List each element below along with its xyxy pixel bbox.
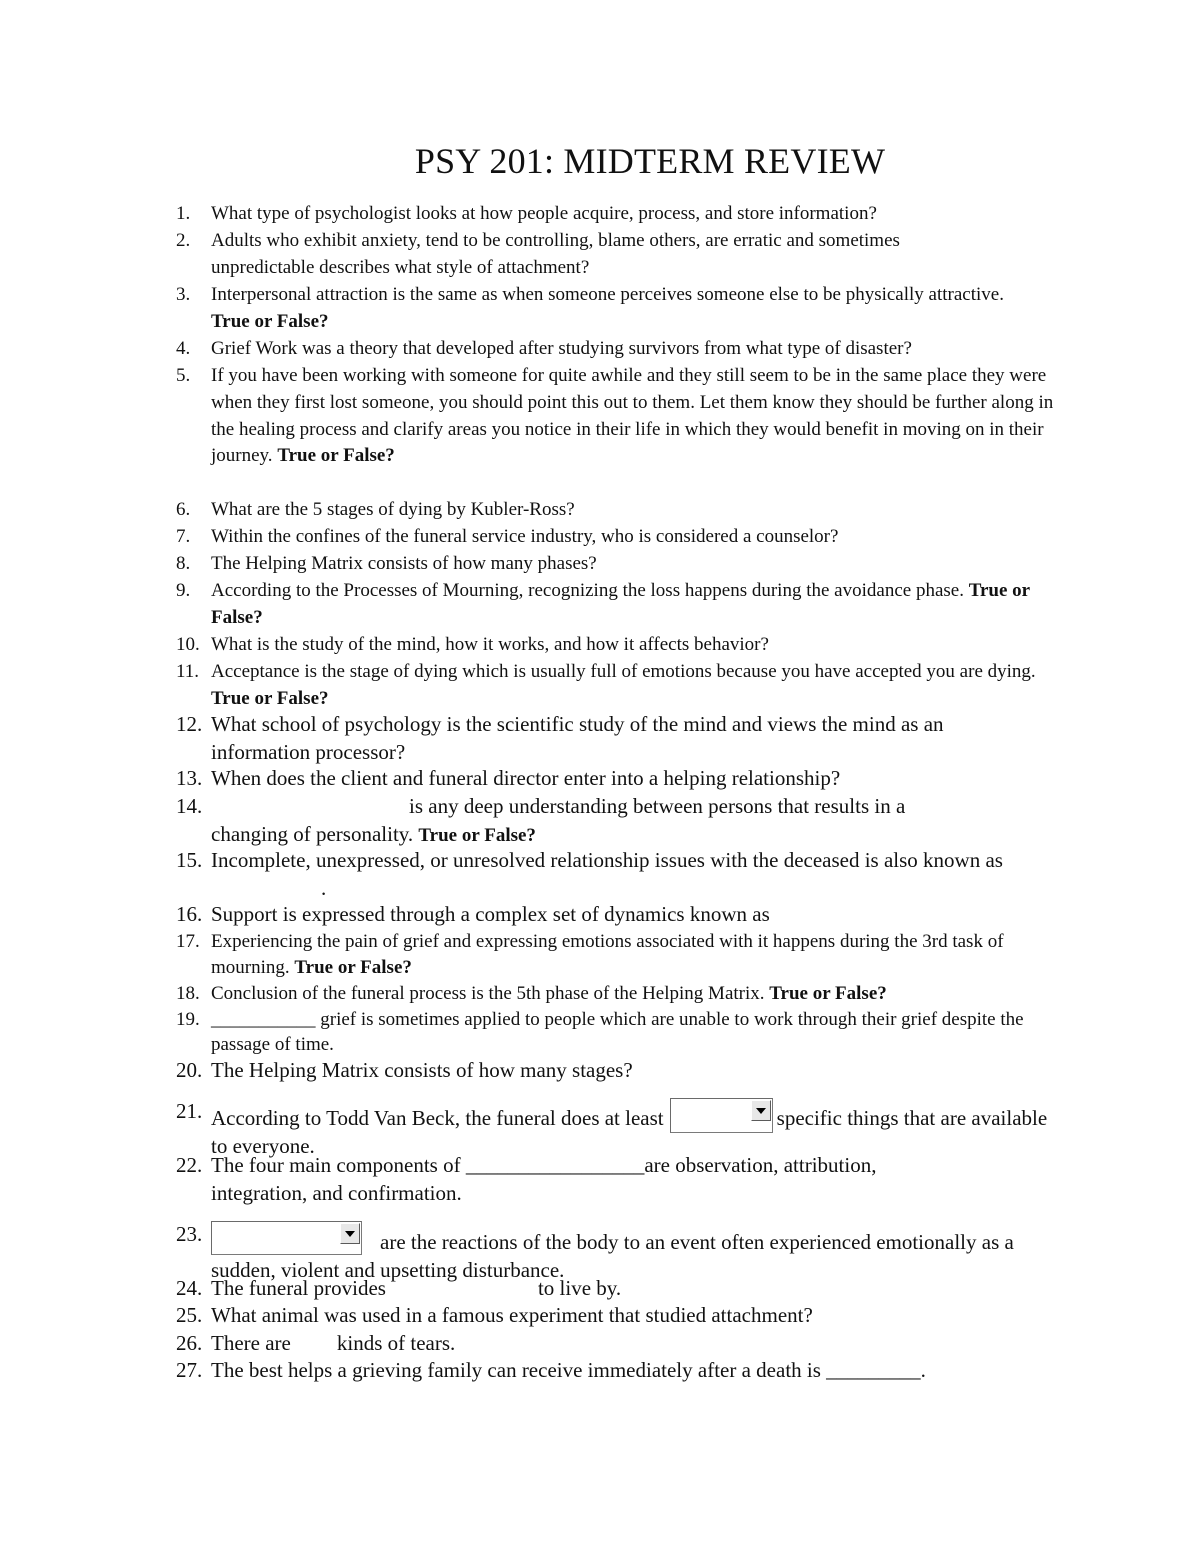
question-6 [176, 497, 1076, 524]
true-false-label: True or False? [211, 580, 1030, 628]
question-text: According to the Processes of Mourning, recognizing the loss happens during the avoidance phase. [211, 580, 964, 601]
question-8 [176, 551, 1076, 578]
question-number: 13. [176, 766, 203, 790]
true-false-label: True or False? [418, 824, 536, 846]
question-10 [176, 632, 1076, 659]
true-false-label: True or False? [277, 445, 395, 467]
question-number: 8. [176, 553, 191, 574]
question-number: 9. [176, 580, 191, 601]
question-number: 22. [176, 1153, 203, 1177]
question-text: Within the confines of the funeral service industry, who is considered a counselor? [211, 526, 839, 547]
question-12 [176, 711, 1046, 766]
question-20 [176, 1057, 1076, 1085]
question-27 [176, 1357, 1076, 1385]
question-number: 25. [176, 1303, 203, 1327]
question-9 [176, 578, 1046, 632]
question-14 [176, 793, 986, 849]
question-number: 3. [176, 284, 191, 305]
question-1 [176, 201, 1076, 228]
question-text: Experiencing the pain of grief and expressing emotions associated with it happens during the 3rd task of mourning. [211, 931, 1004, 978]
question-text: Support is expressed through a complex set of dynamics known as [211, 902, 770, 926]
true-false-label: True or False? [294, 956, 412, 978]
question-number: 26. [176, 1331, 203, 1355]
answer-blank-line: _________ [826, 1358, 921, 1382]
question-number: 20. [176, 1058, 203, 1082]
question-15 [176, 847, 1016, 902]
question-end: . [321, 875, 327, 900]
question-text-continued: specific things that are available to everyone. [211, 1106, 1048, 1158]
question-number: 12. [176, 712, 203, 736]
answer-dropdown[interactable] [211, 1221, 362, 1255]
question-number: 16. [176, 902, 203, 926]
true-false-label: True or False? [211, 687, 329, 709]
answer-blank-line: ___________ [211, 1009, 316, 1030]
question-19 [176, 1008, 1066, 1057]
question-number: 14. [176, 794, 203, 818]
question-text: The funeral provides [211, 1276, 386, 1300]
question-2 [176, 228, 1006, 282]
question-end: . [920, 1358, 926, 1382]
question-text: grief is sometimes applied to people which are unable to work through their grief despite the passage of time. [211, 1009, 1024, 1055]
question-text: Adults who exhibit anxiety, tend to be controlling, blame others, are erratic and sometimes unpredictable describes what style of attachment? [211, 230, 900, 278]
question-3 [176, 282, 1036, 336]
question-text-continued: to live by. [537, 1276, 622, 1300]
question-13 [176, 765, 1076, 793]
question-24 [176, 1275, 1076, 1303]
question-text: The Helping Matrix consists of how many phases? [211, 553, 597, 574]
question-number: 6. [176, 499, 191, 520]
question-text: If you have been working with someone for quite awhile and they still seem to be in the same place they were when they first lost someone, you should point this out to them. Let them know they should be further along in the healing process and clarify areas you notice in their life in which they would benefit in moving on in their journey. [211, 365, 1054, 467]
question-7 [176, 524, 1076, 551]
dropdown-button[interactable] [751, 1100, 771, 1121]
question-number: 2. [176, 230, 191, 251]
answer-blank-line: _________________ [465, 1153, 645, 1177]
question-text-continued: kinds of tears. [336, 1331, 456, 1355]
question-16 [176, 901, 1076, 929]
true-false-label: True or False? [211, 310, 329, 332]
question-text: According to Todd Van Beck, the funeral does at least [211, 1106, 664, 1130]
question-18 [176, 981, 1076, 1008]
chevron-down-icon [756, 1108, 766, 1114]
true-false-label: True or False? [769, 983, 887, 1004]
question-text: When does the client and funeral director enter into a helping relationship? [211, 766, 841, 790]
question-number: 19. [176, 1009, 200, 1030]
chevron-down-icon [345, 1231, 355, 1237]
question-number: 4. [176, 338, 191, 359]
question-number: 7. [176, 526, 191, 547]
question-text: The Helping Matrix consists of how many stages? [211, 1058, 633, 1082]
answer-dropdown[interactable] [670, 1098, 773, 1133]
question-number: 24. [176, 1276, 203, 1300]
question-number: 27. [176, 1358, 203, 1382]
question-text: What school of psychology is the scientific study of the mind and views the mind as an information processor? [211, 712, 944, 764]
question-number: 23. [176, 1222, 203, 1246]
question-text: Conclusion of the funeral process is the 5th phase of the Helping Matrix. [211, 983, 765, 1004]
page-title: PSY 201: MIDTERM REVIEW [414, 141, 886, 181]
question-text: What animal was used in a famous experiment that studied attachment? [211, 1303, 813, 1327]
question-text: Grief Work was a theory that developed after studying survivors from what type of disaster? [211, 338, 912, 359]
question-number: 17. [176, 931, 200, 952]
question-25 [176, 1302, 1076, 1330]
question-number: 5. [176, 365, 191, 386]
question-text-continued: are observation, attribution, integration, and confirmation. [211, 1153, 877, 1205]
question-11 [176, 659, 1066, 713]
question-5 [176, 363, 1056, 470]
question-number: 15. [176, 848, 203, 872]
question-number: 21. [176, 1099, 203, 1123]
question-26 [176, 1330, 1076, 1358]
question-4 [176, 336, 1076, 363]
question-number: 10. [176, 634, 200, 655]
question-text: are the reactions of the body to an event often experienced emotionally as a sudden, violent and upsetting disturbance. [211, 1230, 1014, 1282]
question-text: Acceptance is the stage of dying which is usually full of emotions because you have accepted you are dying. [211, 661, 1036, 682]
question-text: What type of psychologist looks at how people acquire, process, and store information? [211, 203, 877, 224]
question-text: What are the 5 stages of dying by Kubler-Ross? [211, 499, 575, 520]
dropdown-button[interactable] [340, 1223, 360, 1244]
question-text: Incomplete, unexpressed, or unresolved relationship issues with the deceased is also known as [211, 848, 1003, 872]
question-17 [176, 929, 1066, 980]
question-text: is any deep understanding between persons that results in a changing of personality. [211, 794, 906, 846]
question-number: 1. [176, 203, 191, 224]
question-number: 11. [176, 661, 200, 682]
question-text: The four main components of [211, 1153, 461, 1177]
question-22 [176, 1152, 976, 1207]
question-text: The best helps a grieving family can receive immediately after a death is [211, 1358, 821, 1382]
question-text: Interpersonal attraction is the same as when someone perceives someone else to be physically attractive. [211, 284, 1004, 305]
question-text: There are [211, 1331, 291, 1355]
question-text: What is the study of the mind, how it works, and how it affects behavior? [211, 634, 769, 655]
question-number: 18. [176, 983, 200, 1004]
